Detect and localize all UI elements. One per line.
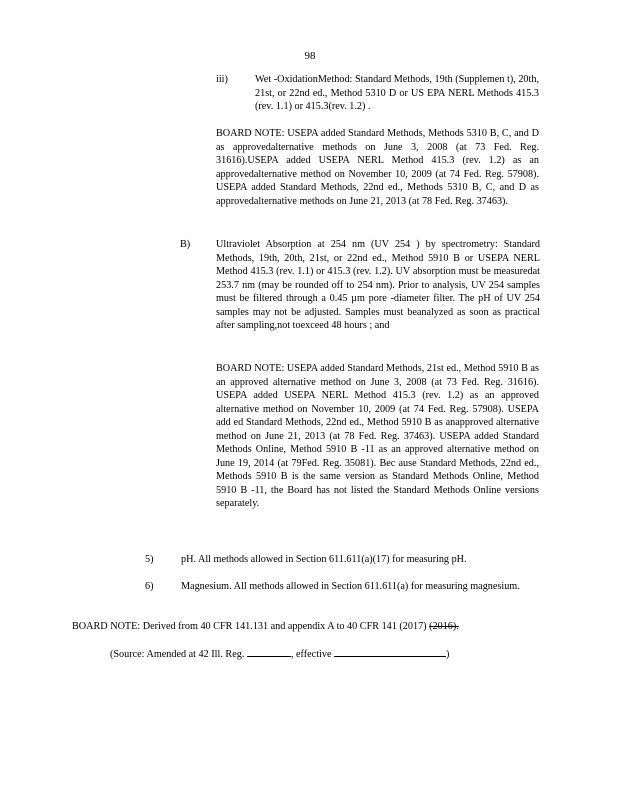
- item-6-label: 6): [145, 581, 154, 592]
- item-iii-label: iii): [216, 74, 228, 85]
- item-b-text: Ultraviolet Absorption at 254 nm (UV 254 ) by spectrometry: Standard Methods, 19th, 20th, 21st, or 22nd ed., Method 5910 B or USEPA NERL Method 415.3 (rev. 1.1) or 415.3 (rev. 1.2). UV absorption must be measuredat 253.7 nm (may be rounded off to 254 nm). Prior to analysis, UV 254 samples must be filtered through a 0.45 µm pore -diameter filter. The pH of UV 254 samples may not be adjusted. Samples must beanalyzed as soon as practical after sampling,not toexceed 48 hours ; and: [216, 239, 540, 331]
- reg-page-blank: [247, 646, 291, 657]
- board-note-1: BOARD NOTE: USEPA added Standard Methods, Methods 5310 B, C, and D as approvedalternative methods on June 3, 2008 (at 73 Fed. Reg. 31616).USEPA added USEPA NERL Method 415.3 (rev. 1.2) as an approvedalternative method on November 10, 2009 (at 74 Fed. Reg. 57908). USEPA added Standard Methods, 22nd ed., Methods 5310 B, C, and D as approvedalternative methods on June 21, 2013 (at 78 Fed. Reg. 37463).: [216, 128, 539, 207]
- source-prefix: (Source: Amended at 42 Ill. Reg.: [110, 649, 245, 660]
- item-6-text: Magnesium. All methods allowed in Section 611.611(a) for measuring magnesium.: [181, 581, 520, 592]
- source-line: [110, 646, 449, 662]
- struck-year: (2016).: [429, 621, 459, 632]
- item-5-text: pH. All methods allowed in Section 611.611(a)(17) for measuring pH.: [181, 554, 467, 565]
- page-number: 98: [304, 50, 316, 62]
- effective-date-blank: [334, 646, 446, 657]
- item-b-label: B): [180, 239, 191, 250]
- source-suffix: ): [446, 649, 450, 660]
- board-note-2: BOARD NOTE: USEPA added Standard Methods, 21st ed., Method 5910 B as an approved alternative method on June 3, 2008 (at 73 Fed. Reg. 31616). USEPA added USEPA NERL Method 415.3 (rev. 1.2) as an approved alternative method on November 10, 2009 (at 74 Fed. Reg. 57908). USEPA add ed Standard Methods, 22nd ed., Method 5910 B as anapproved alternative method on June 21, 2013 (at 78 Fed. Reg. 37463). USEPA added Standard Methods Online, Method 5910 B -11 as an approved alternative method on June 19, 2014 (at 79Fed. Reg. 35081). Bec ause Standard Methods, 22nd ed., Methods 5910 B is the same version as Standard Methods Online, Method 5910 B -11, the Board has not listed the Standard Methods Online versions separately.: [216, 363, 539, 509]
- final-board-note-text: BOARD NOTE: Derived from 40 CFR 141.131 and appendix A to 40 CFR 141 (2017): [72, 621, 427, 632]
- item-iii-text: Wet -OxidationMethod: Standard Methods, 19th (Supplemen t), 20th, 21st, or 22nd ed., Method 5310 D or US EPA NERL Methods 415.3 (rev. 1.1) or 415.3(rev. 1.2) .: [255, 74, 539, 112]
- final-board-note: [72, 620, 459, 634]
- source-middle: , effective: [290, 649, 332, 660]
- item-5-label: 5): [145, 554, 154, 565]
